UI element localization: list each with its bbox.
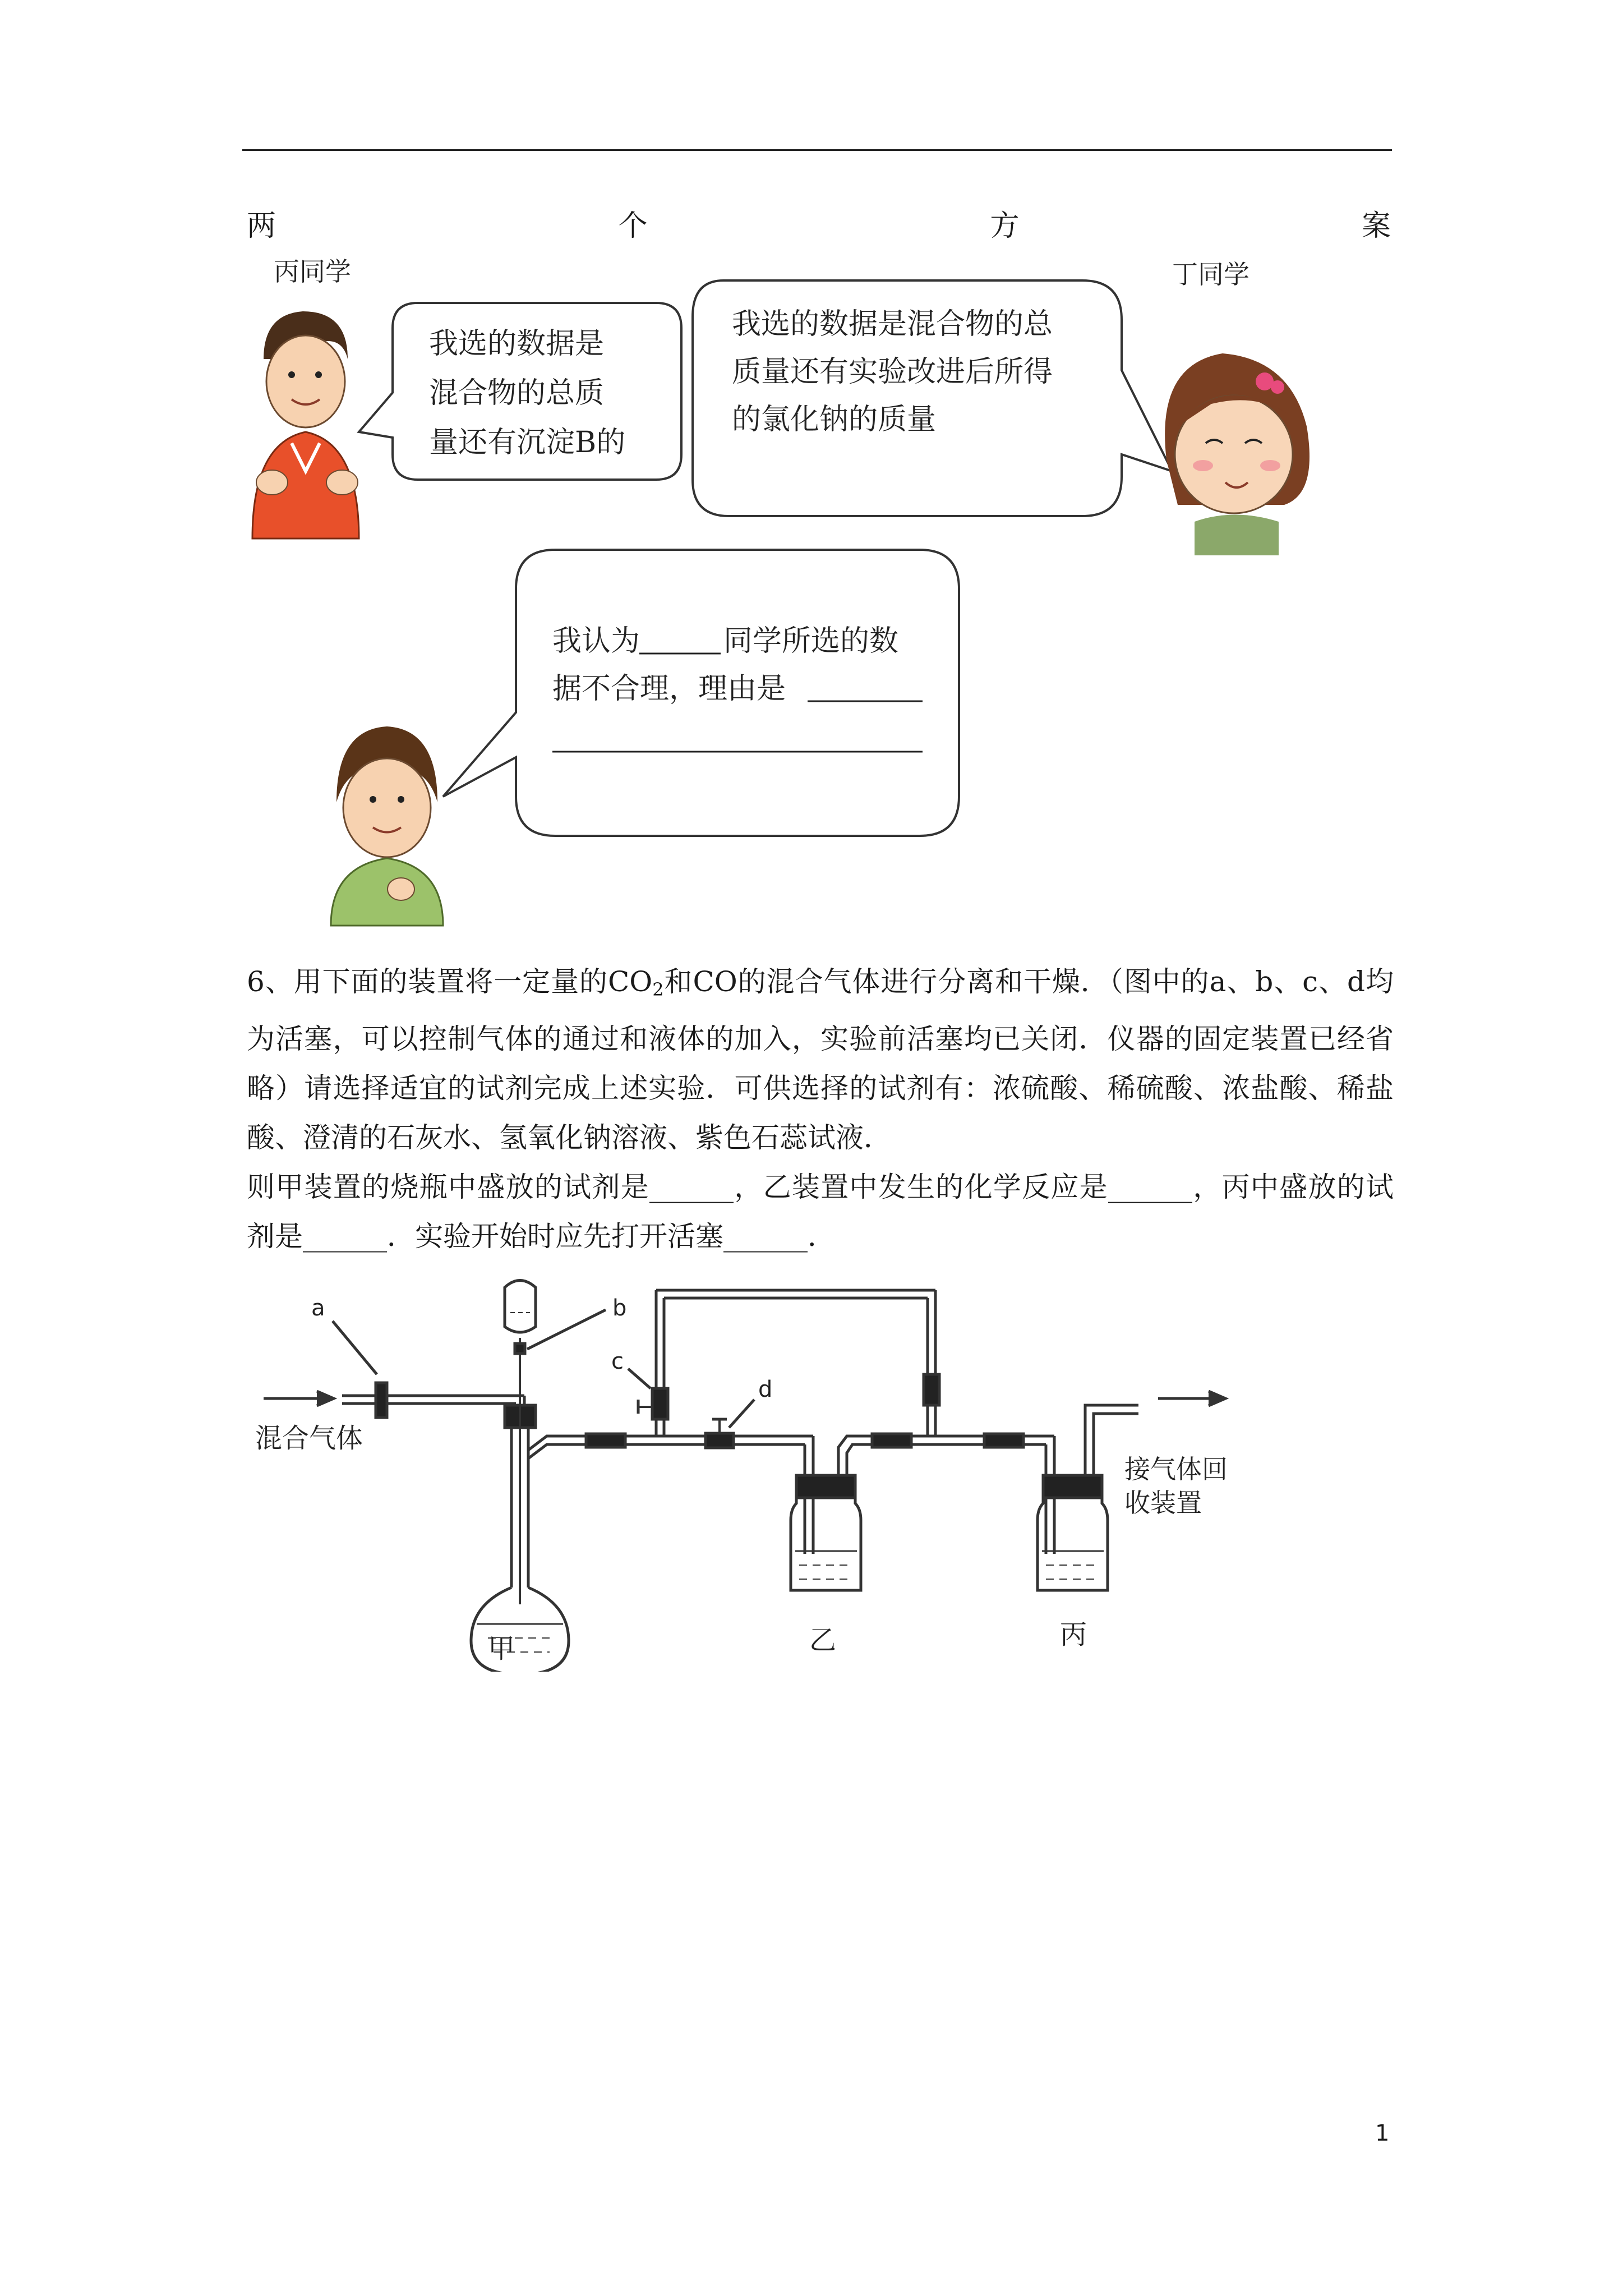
outlet-label-line1: 接气体回 [1124, 1454, 1228, 1484]
page-number: 1 [1375, 2120, 1390, 2146]
apparatus-diagram [247, 1268, 1256, 1672]
comic-illustration [241, 241, 1363, 937]
third-student-bubble-text: 据不合理，理由是 [552, 672, 786, 706]
third-student-figure [331, 726, 443, 926]
student-bing-bubble-line: 量还有沉淀B的 [429, 426, 626, 459]
student-ding-bubble-line: 我选的数据是混合物的总 [732, 307, 1053, 341]
question-6-body [247, 957, 1394, 1261]
valve-c-label: c [611, 1349, 624, 1374]
third-student-bubble-text: 同学所选的数 [723, 624, 899, 658]
student-ding-bubble-line: 的氯化钠的质量 [732, 403, 937, 436]
student-bing-figure [252, 311, 359, 539]
third-student-bubble-text: 我认为 [552, 624, 640, 658]
heading-char: 方 [990, 209, 1020, 243]
heading-char: 案 [1361, 209, 1391, 243]
bottle-bing-label: 丙 [1060, 1619, 1087, 1650]
heading-char: 个 [618, 209, 648, 243]
question-number: 6、 [247, 965, 294, 998]
student-bing-name: 丙同学 [274, 256, 351, 287]
co2-subscript: 2 [652, 979, 664, 1000]
student-ding-bubble-line: 质量还有实验改进后所得 [732, 355, 1053, 389]
outlet-label-line2: 收装置 [1124, 1488, 1202, 1518]
inlet-label: 混合气体 [255, 1423, 363, 1454]
spread-heading-line [247, 202, 1391, 244]
flask-jia-label: 甲 [488, 1633, 515, 1664]
question-intro-part-b: 和CO的混合气体进行分离和干燥．（图中的a、b、c、d均为活塞，可以控制气体的通过和液体的加入，实验前活塞均已关闭．仪器的固定装置已经省略）请选择适宜的试剂完成上述实验．可供选择的试剂有：浓硫酸、稀硫酸、浓盐酸、稀盐酸、澄清的石灰水、氢氧化钠溶液、紫色石蕊试液． [247, 965, 1394, 1154]
bottle-yi-label: 乙 [809, 1625, 837, 1656]
co2-base: CO [608, 965, 653, 998]
student-bing-bubble-line: 混合物的总质 [429, 376, 605, 410]
co2-formula [608, 965, 664, 998]
question-intro-part-a: 用下面的装置将一定量的 [293, 965, 608, 998]
question-blanks-text: 则甲装置的烧瓶中盛放的试剂是______，乙装置中发生的化学反应是______，丙中盛放的试剂是______．实验开始时应先打开活塞______． [247, 1171, 1394, 1253]
valve-b-label: b [612, 1295, 627, 1321]
student-ding-figure [1165, 353, 1310, 555]
heading-char: 两 [247, 209, 276, 243]
student-bing-bubble-line: 我选的数据是 [429, 327, 605, 361]
student-ding-name: 丁同学 [1172, 259, 1249, 289]
valve-d-label: d [758, 1377, 773, 1402]
valve-a-label: a [311, 1295, 325, 1321]
header-rule [242, 149, 1392, 151]
